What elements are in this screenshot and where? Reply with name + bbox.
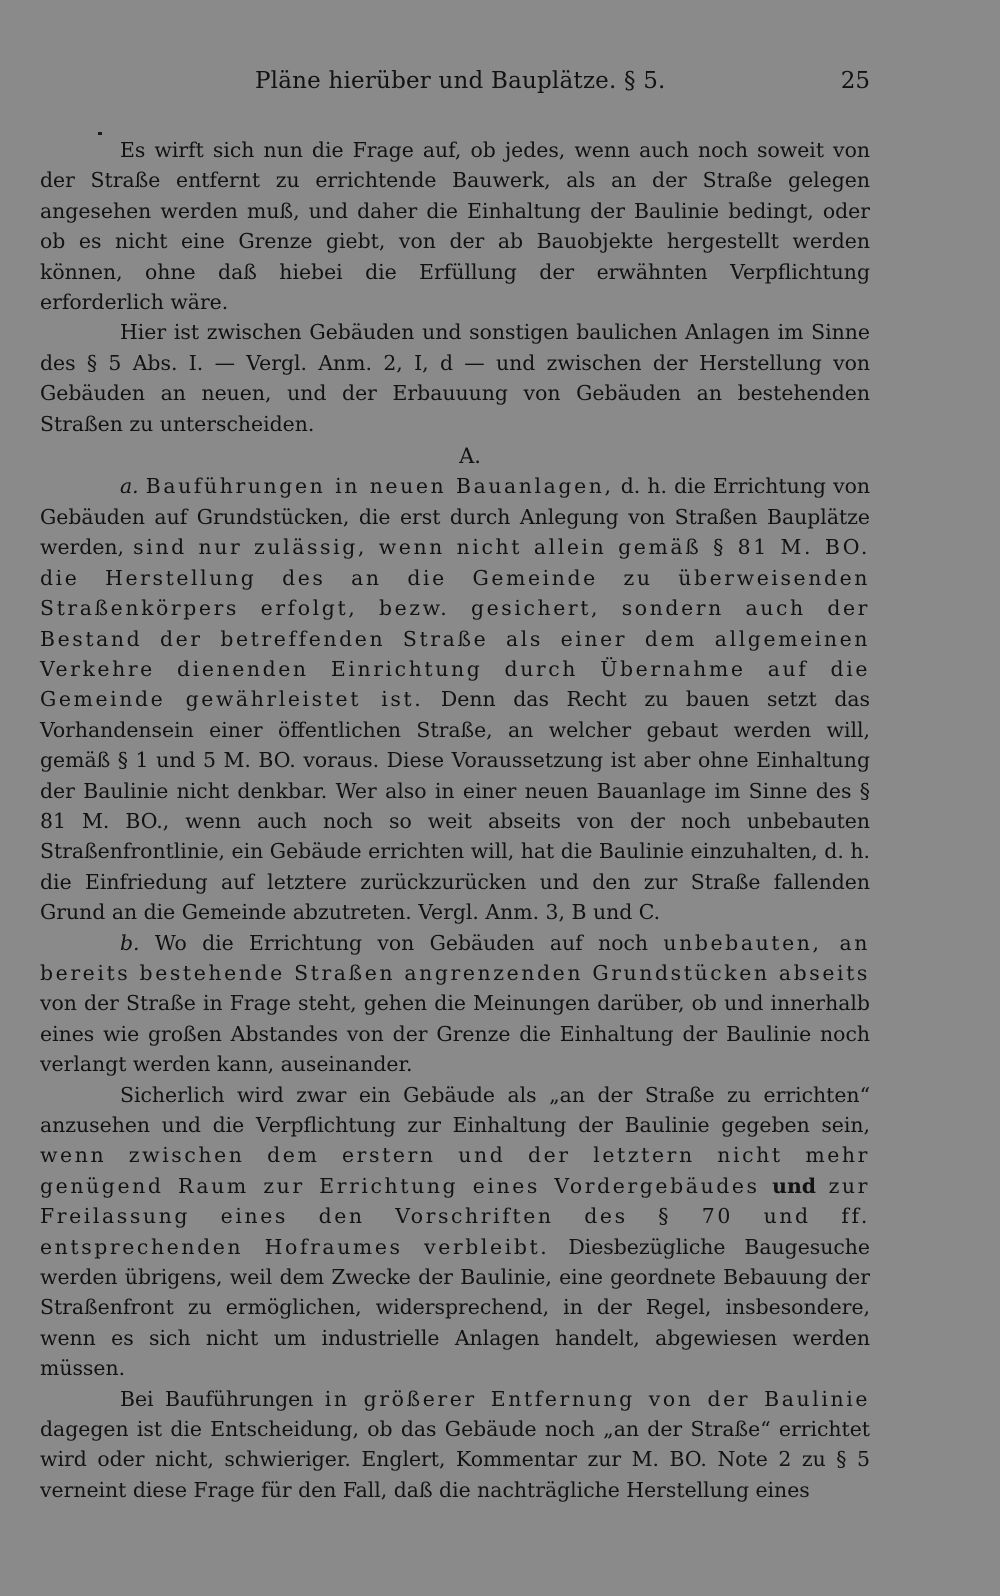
body-text: d. h. die Errichtung von Gebäuden auf Grundstücken, die erst durch Anlegung von Straßen Bauplätze werden, <box>40 474 870 560</box>
marker-b: b. <box>120 930 140 955</box>
spaced-text: sind nur zulässig, wenn nicht allein gemäß § 81 M. BO. die Herstellung des an die Gemeinde zu überweisenden Straßenkörpers erfolgt, bezw. gesichert, sondern auch der Bestand der betreffenden Straße als einer dem allgemeinen Verkehre dienenden Einrichtung durch Übernahme auf die Gemeinde gewährleistet ist. <box>40 535 870 712</box>
spaced-text: unbebauten, an bereits bestehende Straßen angrenzenden Grundstücken abseits <box>40 930 871 985</box>
page-body <box>40 135 870 1505</box>
paragraph-b <box>40 928 870 1080</box>
page-number: 25 <box>840 68 870 94</box>
body-text: Denn das Recht zu bauen setzt das Vorhandensein einer öffentlichen Straße, an welcher gebaut werden will, gemäß § 1 und 5 M. BO. voraus. Diese Voraussetzung ist aber ohne Einhaltung der Baulinie nicht denkbar. Wer also in einer neuen Bauanlage im Sinne des § 81 M. BO., wenn auch noch so weit abseits von der noch unbebauten Straßenfrontlinie, ein Gebäude errichten will, hat die Baulinie einzuhalten, d. h. die Einfriedung auf letztere zurückzurücken und den zur Straße fallenden Grund an die Gemeinde abzutreten. Vergl. Anm. 3, B und C. <box>40 687 870 925</box>
paragraph-2: Hier ist zwischen Gebäuden und sonstigen baulichen Anlagen im Sinne des § 5 Abs. I. — Vergl. Anm. 2, I, d — und zwischen der Herstellung von Gebäuden an neuen, und der Erbauuung von Gebäuden an bestehenden Straßen zu unterscheiden. <box>40 320 870 436</box>
body-text: dagegen ist die Entscheidung, ob das Gebäude noch „an der Straße“ errichtet wird oder nicht, schwieriger. Englert, Kommentar zur M. BO. Note 2 zu § 5 verneint diese Frage für den Fall, daß die nachträgliche Herstellung eines <box>40 1417 870 1502</box>
bold-text: und <box>759 1173 829 1198</box>
print-speck <box>98 132 102 135</box>
paragraph-c <box>40 1080 870 1384</box>
spaced-text: zur Freilassung eines den Vorschriften des § 70 und ff. entsprechenden Hofraumes verbleibt. <box>40 1173 871 1259</box>
body-text: Wo die Errichtung von Gebäuden auf noch <box>139 930 664 955</box>
spaced-text: wenn zwischen dem erstern und der letztern nicht mehr genügend Raum zur Errichtung eines Vordergebäudes <box>40 1143 870 1198</box>
running-head: Pläne hierüber und Bauplätze. § 5. <box>255 68 666 94</box>
book-page <box>40 0 870 1596</box>
body-text: Sicherlich wird zwar ein Gebäude als „an der Straße zu errichten“ anzusehen und die Verpflichtung zur Einhaltung der Baulinie gegeben sein, <box>40 1082 870 1137</box>
marker-a: a. <box>120 474 139 499</box>
section-heading-a: A. <box>459 444 481 469</box>
paragraph-d <box>40 1384 870 1506</box>
body-text: Bei Bauführungen <box>120 1386 325 1411</box>
body-text: von der Straße in Frage steht, gehen die Meinungen darüber, ob und innerhalb eines wie großen Abstandes von der Grenze die Einhaltung der Baulinie noch verlangt werden kann, auseinander. <box>40 991 870 1077</box>
page-header <box>40 68 870 108</box>
paragraph-1: Es wirft sich nun die Frage auf, ob jedes, wenn auch noch soweit von der Straße entfernt zu errichtende Bauwerk, als an der Straße gelegen angesehen werden muß, und daher die Einhaltung der Baulinie bedingt, oder ob es nicht eine Grenze giebt, von der ab Bauobjekte hergestellt werden können, ohne daß hiebei die Erfüllung der erwähnten Verpflichtung erforderlich wäre. <box>40 138 870 315</box>
spaced-text: in größerer Entfernung von der Baulinie <box>324 1386 870 1411</box>
spaced-text: Bauführungen in neuen Bauanlagen, <box>145 474 614 499</box>
paragraph-a <box>40 471 870 927</box>
body-text: Diesbezügliche Baugesuche werden übrigens, weil dem Zwecke der Baulinie, eine geordnete Bebauung der Straßenfront zu ermöglichen, widersprechend, in der Regel, insbesondere, wenn es sich nicht um industrielle Anlagen handelt, abgewiesen werden müssen. <box>40 1234 870 1381</box>
